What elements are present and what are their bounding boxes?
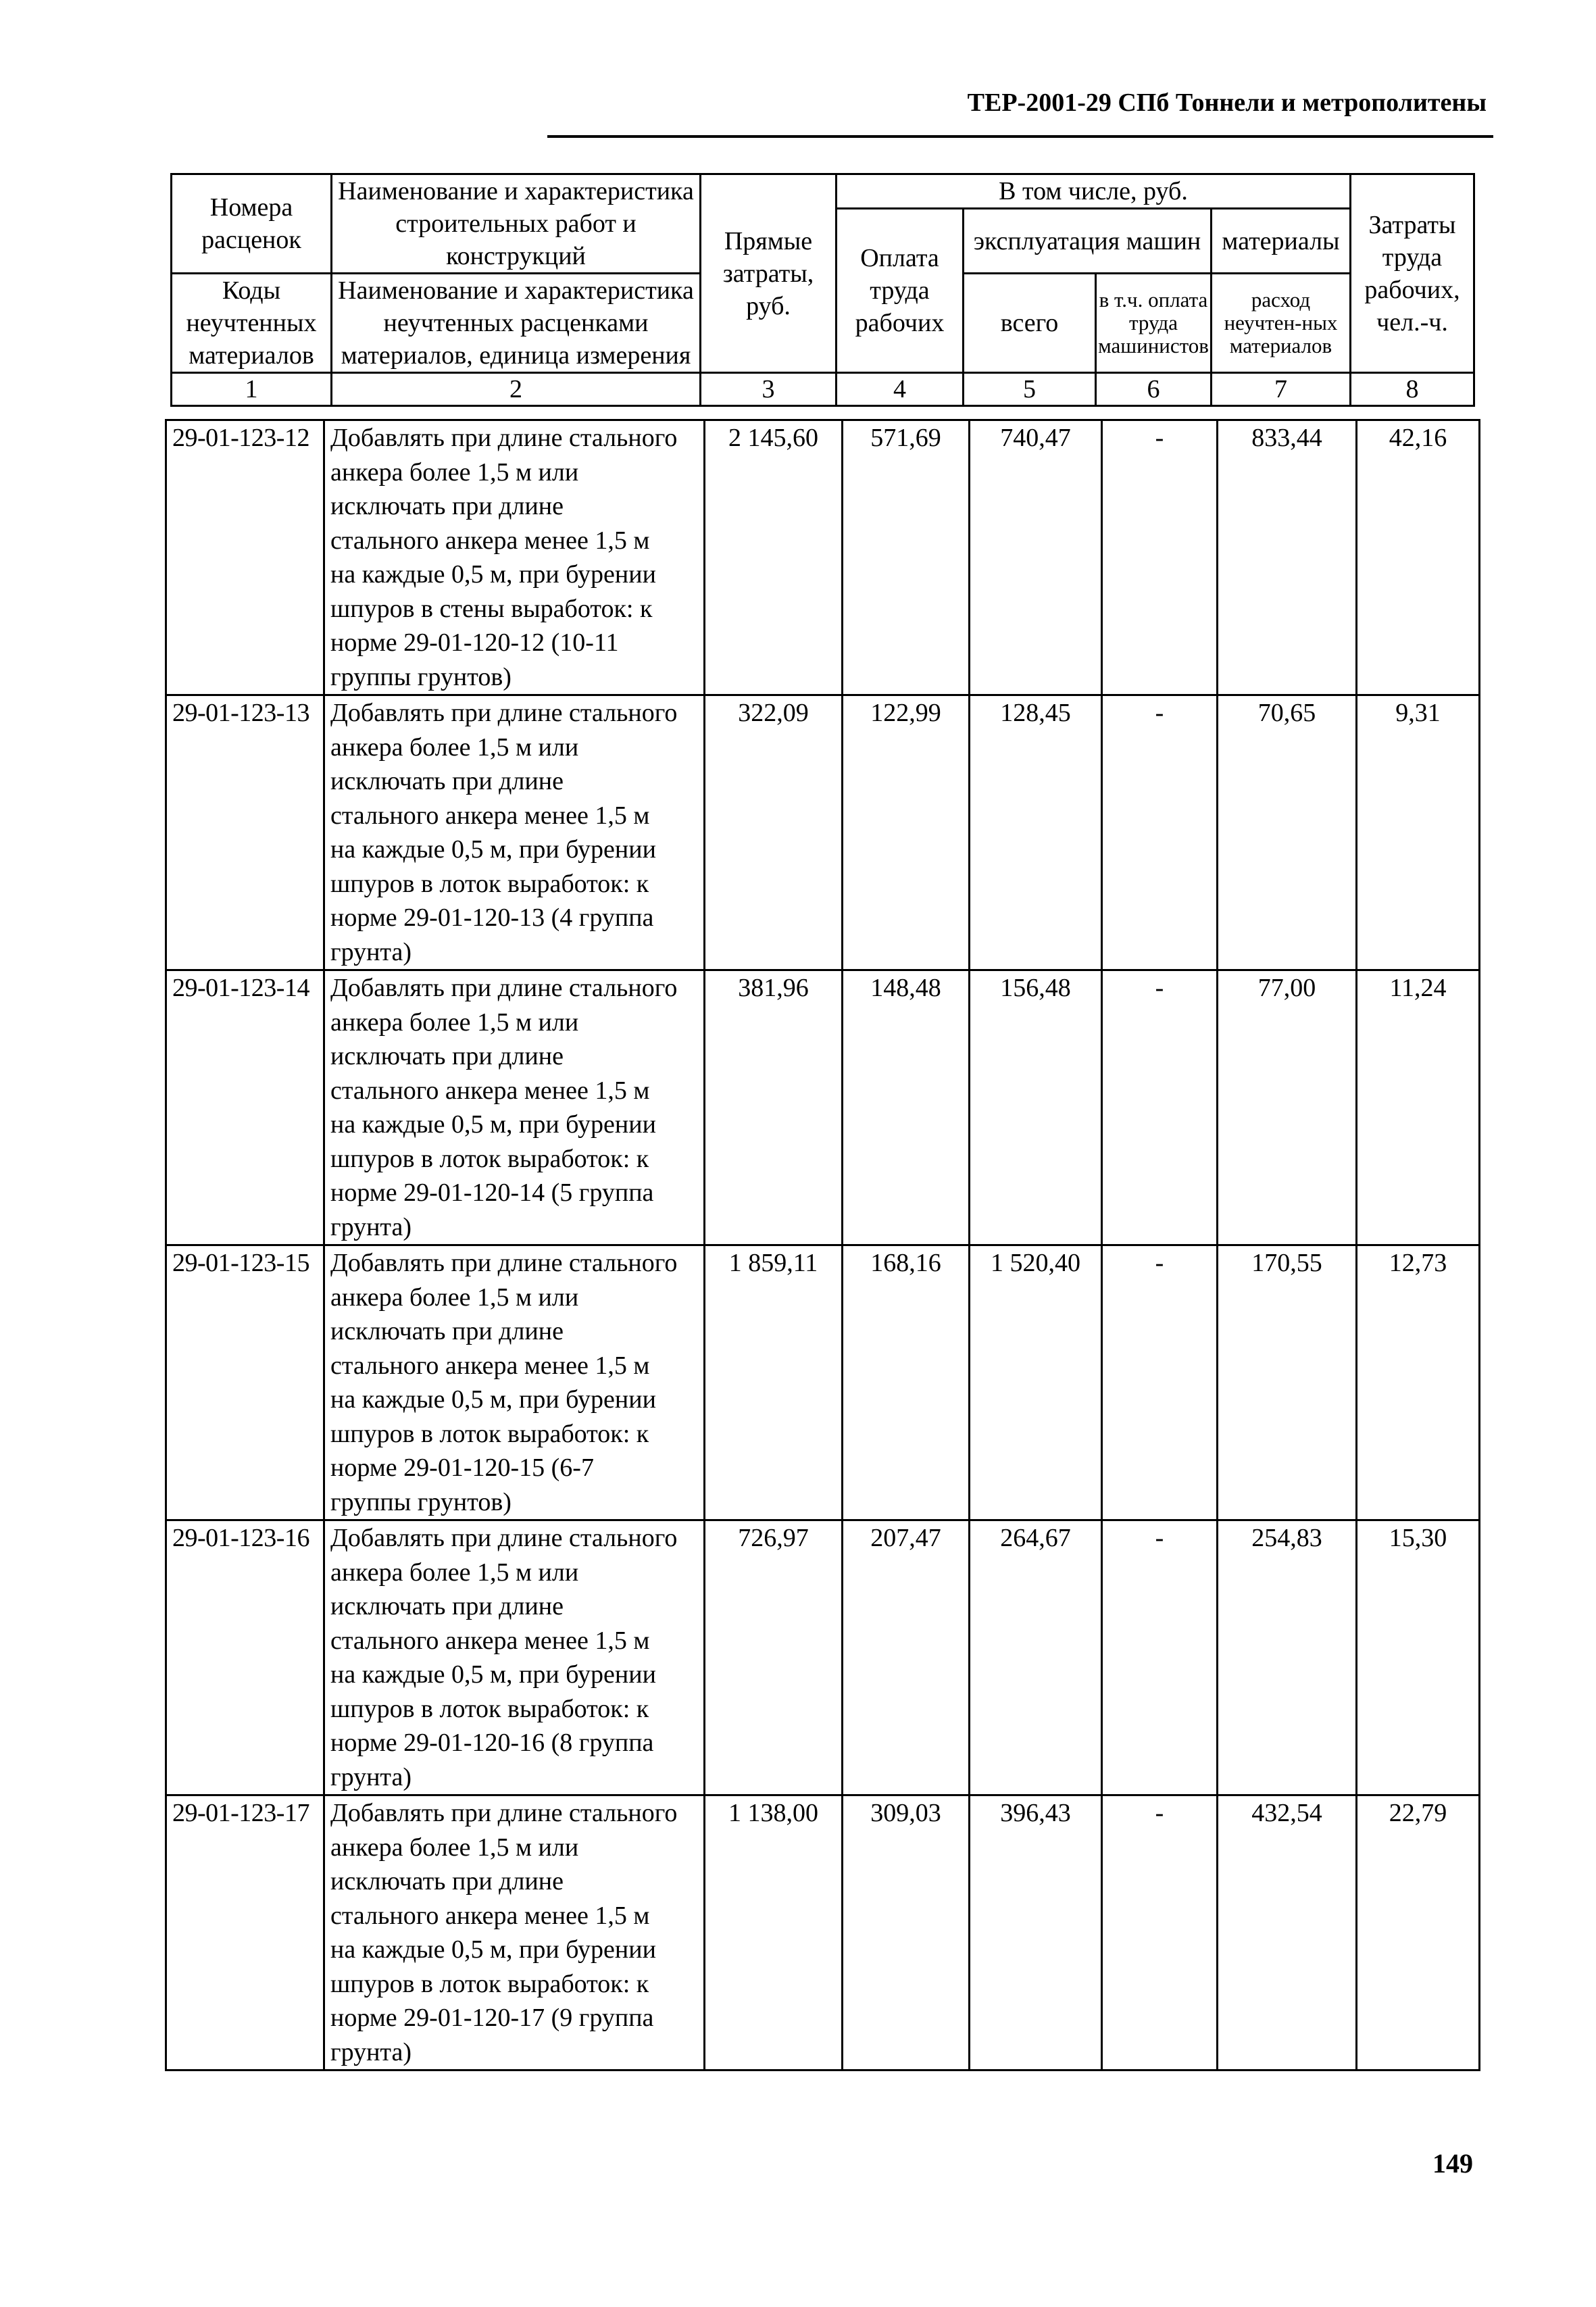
- direct-costs: 1 859,11: [705, 1245, 843, 1520]
- operator-pay: -: [1102, 1520, 1218, 1795]
- rate-code: 29-01-123-13: [166, 695, 324, 970]
- rate-code: 29-01-123-14: [166, 970, 324, 1245]
- column-number: 3: [701, 373, 837, 406]
- column-number: 6: [1096, 373, 1212, 406]
- column-number: 5: [964, 373, 1096, 406]
- column-number: 2: [332, 373, 701, 406]
- table-row: [166, 1795, 1480, 2070]
- header-col4: Оплата труда рабочих: [837, 209, 964, 373]
- column-header-table: [170, 173, 1475, 407]
- machine-costs: 264,67: [970, 1520, 1102, 1795]
- rate-description: Добавлять при длине стального анкера более 1,5 м или исключать при длине стального анкера менее 1,5 м на каждые 0,5 м, при бурении шпуров в лоток выработок: к норме 29-01-120-16 (8 группа грунта): [324, 1520, 705, 1795]
- header-machines: эксплуатация машин: [964, 209, 1212, 274]
- direct-costs: 322,09: [705, 695, 843, 970]
- material-costs: 432,54: [1218, 1795, 1357, 2070]
- direct-costs: 726,97: [705, 1520, 843, 1795]
- rate-description: Добавлять при длине стального анкера более 1,5 м или исключать при длине стального анкера менее 1,5 м на каждые 0,5 м, при бурении шпуров в лоток выработок: к норме 29-01-120-15 (6-7 группы грунтов): [324, 1245, 705, 1520]
- column-number: 4: [837, 373, 964, 406]
- rate-description: Добавлять при длине стального анкера более 1,5 м или исключать при длине стального анкера менее 1,5 м на каждые 0,5 м, при бурении шпуров в лоток выработок: к норме 29-01-120-13 (4 группа грунта): [324, 695, 705, 970]
- rates-table: [165, 419, 1480, 2071]
- header-col2-top: Наименование и характеристика строительных работ и конструкций: [332, 174, 701, 274]
- material-costs: 170,55: [1218, 1245, 1357, 1520]
- material-costs: 70,65: [1218, 695, 1357, 970]
- machine-costs: 740,47: [970, 420, 1102, 695]
- labor-hours: 22,79: [1357, 1795, 1480, 2070]
- labor-hours: 11,24: [1357, 970, 1480, 1245]
- column-number: 1: [172, 373, 332, 406]
- header-col5: всего: [964, 274, 1096, 373]
- operator-pay: -: [1102, 420, 1218, 695]
- machine-costs: 128,45: [970, 695, 1102, 970]
- rate-code: 29-01-123-17: [166, 1795, 324, 2070]
- running-head: ТЕР-2001-29 СПб Тоннели и метрополитены: [967, 89, 1487, 117]
- labor-pay: 168,16: [843, 1245, 970, 1520]
- material-costs: 254,83: [1218, 1520, 1357, 1795]
- column-number: 7: [1212, 373, 1351, 406]
- labor-hours: 15,30: [1357, 1520, 1480, 1795]
- operator-pay: -: [1102, 1795, 1218, 2070]
- labor-hours: 12,73: [1357, 1245, 1480, 1520]
- header-materials: материалы: [1212, 209, 1351, 274]
- rate-description: Добавлять при длине стального анкера более 1,5 м или исключать при длине стального анкера менее 1,5 м на каждые 0,5 м, при бурении шпуров в лоток выработок: к норме 29-01-120-17 (9 группа грунта): [324, 1795, 705, 2070]
- rate-description: Добавлять при длине стального анкера более 1,5 м или исключать при длине стального анкера менее 1,5 м на каждые 0,5 м, при бурении шпуров в лоток выработок: к норме 29-01-120-14 (5 группа грунта): [324, 970, 705, 1245]
- labor-hours: 42,16: [1357, 420, 1480, 695]
- table-row: [166, 1245, 1480, 1520]
- direct-costs: 1 138,00: [705, 1795, 843, 2070]
- machine-costs: 1 520,40: [970, 1245, 1102, 1520]
- header-col8: Затраты труда рабочих, чел.-ч.: [1351, 174, 1474, 373]
- rate-description: Добавлять при длине стального анкера более 1,5 м или исключать при длине стального анкера менее 1,5 м на каждые 0,5 м, при бурении шпуров в стены выработок: к норме 29-01-120-12 (10-11 группы грунтов): [324, 420, 705, 695]
- table-row: [166, 420, 1480, 695]
- labor-pay: 309,03: [843, 1795, 970, 2070]
- table-row: [166, 695, 1480, 970]
- material-costs: 833,44: [1218, 420, 1357, 695]
- rate-code: 29-01-123-12: [166, 420, 324, 695]
- material-costs: 77,00: [1218, 970, 1357, 1245]
- direct-costs: 2 145,60: [705, 420, 843, 695]
- operator-pay: -: [1102, 970, 1218, 1245]
- labor-hours: 9,31: [1357, 695, 1480, 970]
- header-col3: Прямые затраты, руб.: [701, 174, 837, 373]
- column-number: 8: [1351, 373, 1474, 406]
- labor-pay: 148,48: [843, 970, 970, 1245]
- table-row: [166, 1520, 1480, 1795]
- labor-pay: 207,47: [843, 1520, 970, 1795]
- page-number: 149: [1432, 2148, 1473, 2179]
- table-row: [166, 970, 1480, 1245]
- header-col6: в т.ч. оплата труда машинистов: [1096, 274, 1212, 373]
- rate-code: 29-01-123-16: [166, 1520, 324, 1795]
- direct-costs: 381,96: [705, 970, 843, 1245]
- header-col2-bottom: Наименование и характеристика неучтенных расценками материалов, единица измерения: [332, 274, 701, 373]
- machine-costs: 156,48: [970, 970, 1102, 1245]
- header-col1-top: Номера расценок: [172, 174, 332, 274]
- labor-pay: 571,69: [843, 420, 970, 695]
- operator-pay: -: [1102, 1245, 1218, 1520]
- header-col1-bottom: Коды неучтенных материалов: [172, 274, 332, 373]
- rate-code: 29-01-123-15: [166, 1245, 324, 1520]
- labor-pay: 122,99: [843, 695, 970, 970]
- header-col7: расход неучтен-ных материалов: [1212, 274, 1351, 373]
- header-incl: В том числе, руб.: [837, 174, 1351, 209]
- header-rule: [547, 135, 1493, 138]
- operator-pay: -: [1102, 695, 1218, 970]
- machine-costs: 396,43: [970, 1795, 1102, 2070]
